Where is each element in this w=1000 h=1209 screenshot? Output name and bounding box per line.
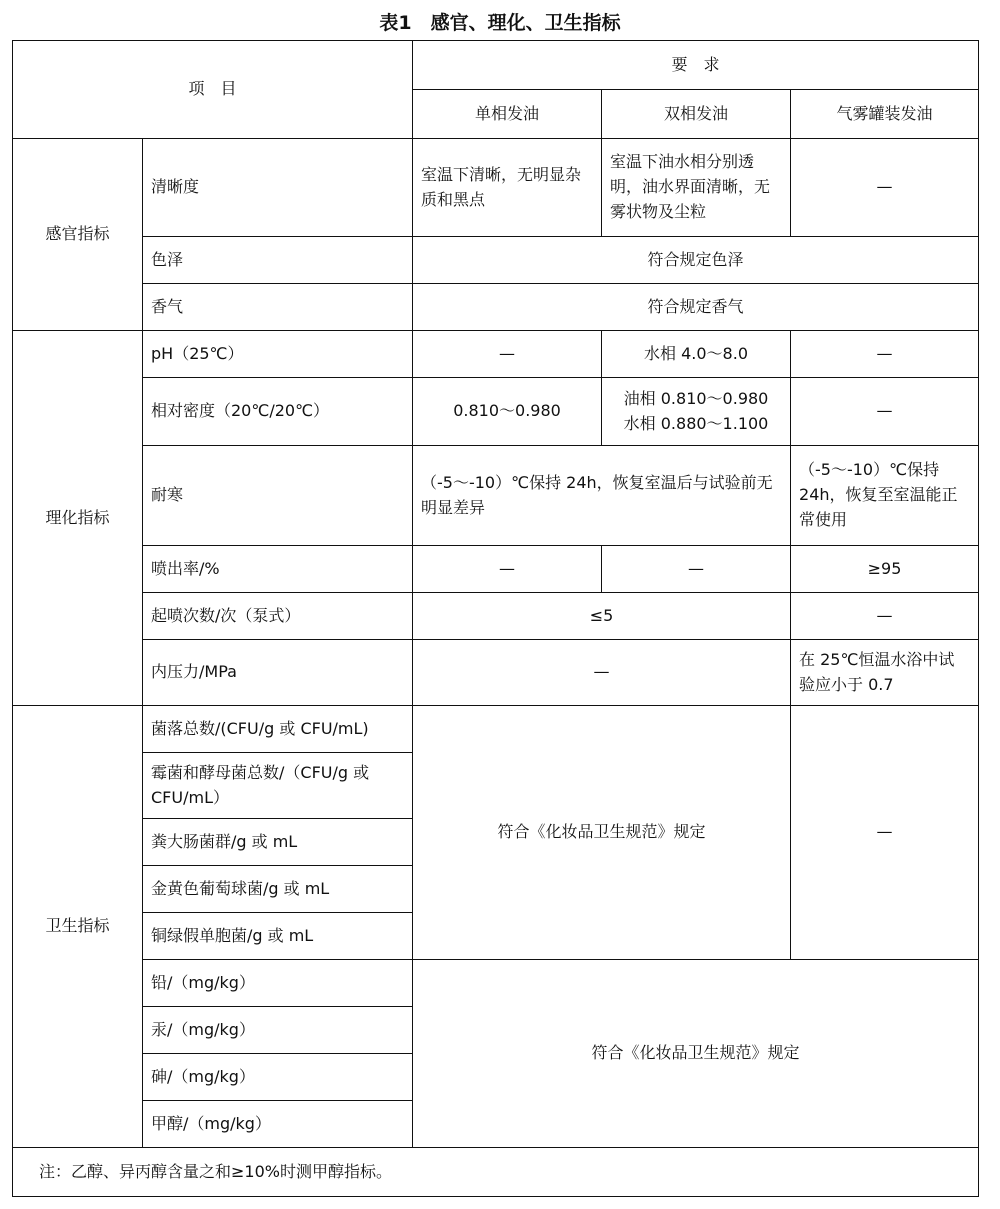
row-label-total-colony: 菌落总数/(CFU/g 或 CFU/mL) xyxy=(143,706,413,753)
pressure-aerosol: 在 25℃恒温水浴中试验应小于 0.7 xyxy=(791,640,979,706)
color-value: 符合规定色泽 xyxy=(413,237,979,284)
table-note: 注：乙醇、异丙醇含量之和≥10%时测甲醇指标。 xyxy=(13,1148,979,1197)
spray-count-single-double: ≤5 xyxy=(413,593,791,640)
row-label-arsenic: 砷/（mg/kg） xyxy=(143,1054,413,1101)
row-label-staph: 金黄色葡萄球菌/g 或 mL xyxy=(143,866,413,913)
row-label-fragrance: 香气 xyxy=(143,284,413,331)
header-item: 项 目 xyxy=(13,41,413,139)
density-double xyxy=(602,378,791,446)
table-title: 表1 感官、理化、卫生指标 xyxy=(379,12,621,34)
row-label-pressure: 内压力/MPa xyxy=(143,640,413,706)
cold-aerosol: （-5～-10）℃保持 24h，恢复至室温能正常使用 xyxy=(791,446,979,546)
density-double-oil: 油相 0.810～0.980 xyxy=(623,388,769,408)
spray-rate-aerosol: ≥95 xyxy=(791,546,979,593)
header-aerosol: 气雾罐装发油 xyxy=(791,90,979,139)
ph-single: — xyxy=(413,331,602,378)
spray-rate-single: — xyxy=(413,546,602,593)
row-label-mold-yeast: 霉菌和酵母菌总数/（CFU/g 或 CFU/mL） xyxy=(143,753,413,819)
row-label-color: 色泽 xyxy=(143,237,413,284)
density-aerosol: — xyxy=(791,378,979,446)
clarity-double: 室温下油水相分别透明，油水界面清晰，无雾状物及尘粒 xyxy=(602,139,791,237)
cold-single-double: （-5～-10）℃保持 24h，恢复室温后与试验前无明显差异 xyxy=(413,446,791,546)
row-label-clarity: 清晰度 xyxy=(143,139,413,237)
row-label-density: 相对密度（20℃/20℃） xyxy=(143,378,413,446)
fragrance-value: 符合规定香气 xyxy=(413,284,979,331)
header-double-phase: 双相发油 xyxy=(602,90,791,139)
ph-double: 水相 4.0～8.0 xyxy=(602,331,791,378)
clarity-single: 室温下清晰，无明显杂质和黑点 xyxy=(413,139,602,237)
spray-rate-double: — xyxy=(602,546,791,593)
standards-table xyxy=(12,40,979,1197)
spray-count-aerosol: — xyxy=(791,593,979,640)
group-hygiene: 卫生指标 xyxy=(13,706,143,1148)
row-label-cold: 耐寒 xyxy=(143,446,413,546)
row-label-pseudomonas: 铜绿假单胞菌/g 或 mL xyxy=(143,913,413,960)
row-label-mercury: 汞/（mg/kg） xyxy=(143,1007,413,1054)
row-label-spray-count: 起喷次数/次（泵式） xyxy=(143,593,413,640)
density-double-water: 水相 0.880～1.100 xyxy=(623,413,769,433)
row-label-lead: 铅/（mg/kg） xyxy=(143,960,413,1007)
clarity-aerosol: — xyxy=(791,139,979,237)
ph-aerosol: — xyxy=(791,331,979,378)
micro-value: 符合《化妆品卫生规范》规定 xyxy=(413,706,791,960)
pressure-single-double: — xyxy=(413,640,791,706)
micro-aerosol: — xyxy=(791,706,979,960)
group-physchem: 理化指标 xyxy=(13,331,143,706)
row-label-fecal-coliform: 粪大肠菌群/g 或 mL xyxy=(143,819,413,866)
header-requirement: 要 求 xyxy=(413,41,979,90)
row-label-spray-rate: 喷出率/% xyxy=(143,546,413,593)
chem-value: 符合《化妆品卫生规范》规定 xyxy=(413,960,979,1148)
row-label-methanol: 甲醇/（mg/kg） xyxy=(143,1101,413,1148)
row-label-ph: pH（25℃） xyxy=(143,331,413,378)
density-single: 0.810～0.980 xyxy=(413,378,602,446)
group-sensory: 感官指标 xyxy=(13,139,143,331)
header-single-phase: 单相发油 xyxy=(413,90,602,139)
